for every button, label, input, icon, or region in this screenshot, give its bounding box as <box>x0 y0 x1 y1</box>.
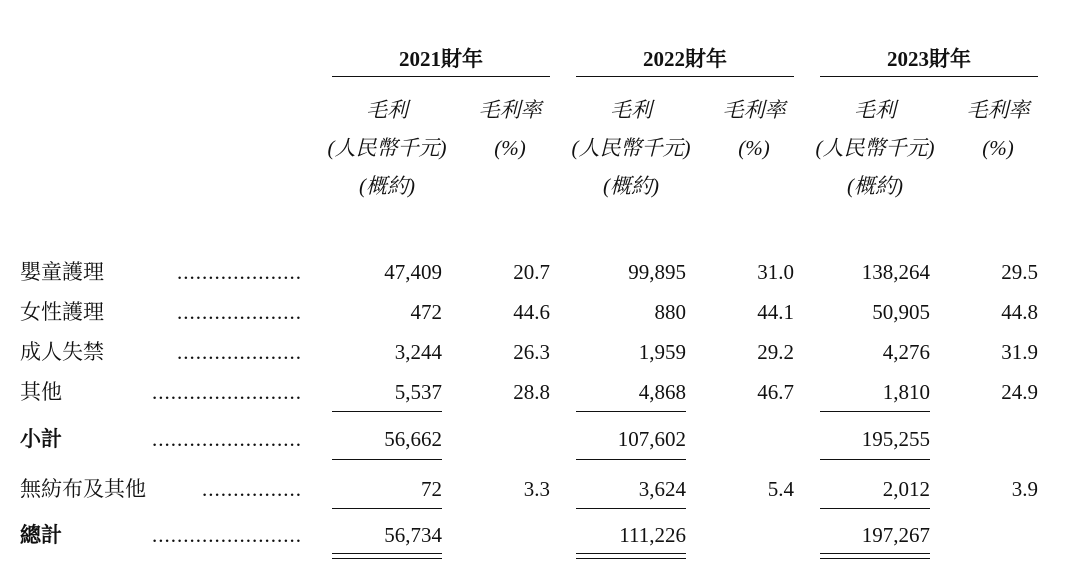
gross-profit-2023: 4,276 <box>882 340 930 364</box>
table-row-adult-incontinence <box>0 337 1080 367</box>
subtotal-rule <box>332 411 442 412</box>
gross-profit-2022: 880 <box>654 300 686 324</box>
row-label: 女性護理 <box>20 300 104 324</box>
column-header-margin-2021: 毛利率 (%) <box>478 98 542 160</box>
row-label: 總計 <box>20 523 62 547</box>
margin-2021: 44.6 <box>513 300 550 324</box>
year-header-2023: 2023財年 <box>820 47 1038 71</box>
column-header-gross-profit-2022: 毛利 (人民幣千元) (概約) <box>571 98 691 198</box>
total-rule <box>820 508 930 509</box>
margin-2023: 3.9 <box>1011 477 1038 501</box>
gross-profit-2023: 197,267 <box>861 523 930 547</box>
gross-profit-2023: 195,255 <box>861 427 930 451</box>
margin-2023: 31.9 <box>1001 340 1038 364</box>
gross-profit-2021: 56,734 <box>384 523 442 547</box>
total-rule <box>576 508 686 509</box>
gross-profit-2021: 72 <box>421 477 442 501</box>
total-double-rule <box>332 553 442 559</box>
column-header-margin-2022: 毛利率 (%) <box>722 98 786 160</box>
margin-2021: 28.8 <box>513 380 550 404</box>
table-row-total <box>0 520 1080 550</box>
gross-profit-2022: 111,226 <box>619 523 686 547</box>
row-label: 其他 <box>20 380 62 404</box>
subtotal-bottom-rule <box>332 459 442 460</box>
table-row-baby-care <box>0 257 1080 287</box>
gross-profit-2023: 50,905 <box>872 300 930 324</box>
subtotal-rule <box>576 411 686 412</box>
subtotal-bottom-rule <box>820 459 930 460</box>
gross-profit-2022: 3,624 <box>638 477 686 501</box>
table-row-subtotal <box>0 424 1080 454</box>
total-rule <box>332 508 442 509</box>
gross-profit-2023: 138,264 <box>861 260 930 284</box>
subtotal-bottom-rule <box>576 459 686 460</box>
dot-leader: ........................ <box>152 523 302 547</box>
row-label: 成人失禁 <box>20 340 104 364</box>
total-double-rule <box>576 553 686 559</box>
row-label: 無紡布及其他 <box>20 477 146 501</box>
year-header-2022: 2022財年 <box>576 47 794 71</box>
row-label: 小計 <box>20 427 62 451</box>
margin-2023: 24.9 <box>1001 380 1038 404</box>
column-header-margin-2023: 毛利率 (%) <box>966 98 1030 160</box>
table-row-others <box>0 377 1080 407</box>
margin-2023: 29.5 <box>1001 260 1038 284</box>
gross-profit-2022: 4,868 <box>638 380 686 404</box>
total-double-rule <box>820 553 930 559</box>
table-row-feminine-care <box>0 297 1080 327</box>
margin-2022: 31.0 <box>757 260 794 284</box>
row-label: 嬰童護理 <box>20 260 104 284</box>
column-header-gross-profit-2021: 毛利 (人民幣千元) (概約) <box>327 98 447 198</box>
column-header-gross-profit-2023: 毛利 (人民幣千元) (概約) <box>815 98 935 198</box>
dot-leader: .................... <box>177 260 302 284</box>
margin-2022: 5.4 <box>767 477 794 501</box>
margin-2021: 26.3 <box>513 340 550 364</box>
margin-2021: 20.7 <box>513 260 550 284</box>
dot-leader: ........................ <box>152 380 302 404</box>
gross-profit-2022: 1,959 <box>638 340 686 364</box>
gross-profit-2023: 1,810 <box>882 380 930 404</box>
year-header-2021: 2021財年 <box>332 47 550 71</box>
gross-profit-2023: 2,012 <box>882 477 930 501</box>
subtotal-rule <box>820 411 930 412</box>
dot-leader: ........................ <box>152 427 302 451</box>
gross-profit-2021: 3,244 <box>394 340 442 364</box>
gross-profit-2022: 107,602 <box>617 427 686 451</box>
table-row-nonwoven <box>0 474 1080 504</box>
margin-2022: 29.2 <box>757 340 794 364</box>
margin-2022: 44.1 <box>757 300 794 324</box>
gross-profit-2021: 47,409 <box>384 260 442 284</box>
dot-leader: ................ <box>202 477 302 501</box>
gross-profit-2021: 472 <box>410 300 442 324</box>
gross-profit-2021: 5,537 <box>394 380 442 404</box>
gross-profit-2021: 56,662 <box>384 427 442 451</box>
dot-leader: .................... <box>177 340 302 364</box>
margin-2023: 44.8 <box>1001 300 1038 324</box>
margin-2021: 3.3 <box>523 477 550 501</box>
gross-profit-2022: 99,895 <box>628 260 686 284</box>
margin-2022: 46.7 <box>757 380 794 404</box>
dot-leader: .................... <box>177 300 302 324</box>
